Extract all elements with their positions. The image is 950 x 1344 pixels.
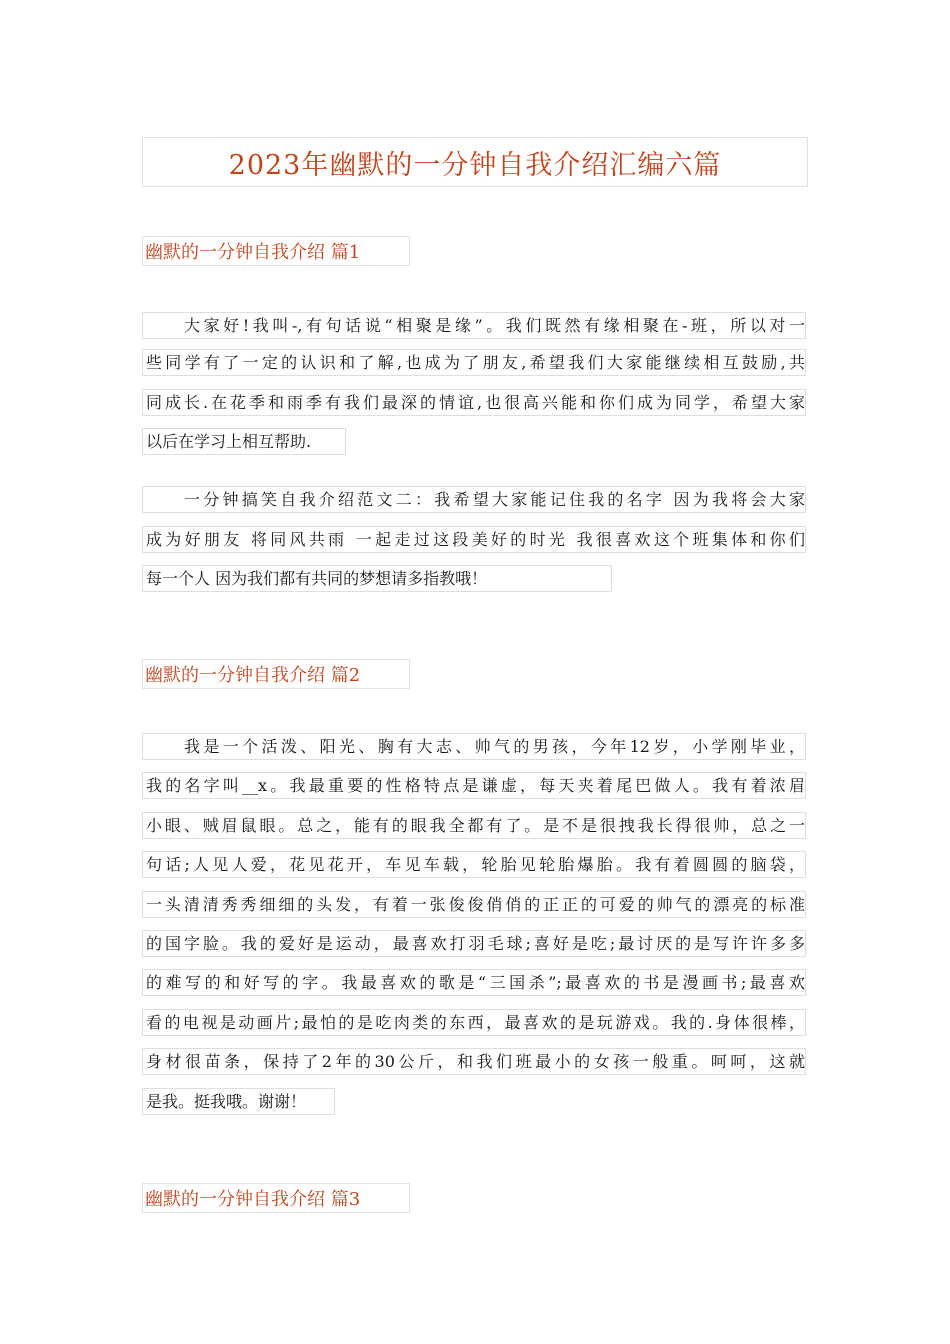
document-title-box	[142, 137, 808, 187]
text-line: 成为好朋友 将同风共雨 一起走过这段美好的时光 我很喜欢这个班集体和你们	[142, 526, 806, 553]
text-line: 的难写的和好写的字。我最喜欢的歌是“三国杀”;最喜欢的书是漫画书;最喜欢	[142, 969, 806, 996]
text-line: 看的电视是动画片;最怕的是吃肉类的东西，最喜欢的是玩游戏。我的.身体很棒，	[142, 1009, 806, 1036]
text-line: 些同学有了一定的认识和了解,也成为了朋友,希望我们大家能继续相互鼓励,共	[142, 349, 806, 376]
text-line: 一头清清秀秀细细的头发，有着一张俊俊俏俏的正正的可爱的帅气的漂亮的标准	[142, 891, 806, 918]
text-line: 以后在学习上相互帮助.	[142, 428, 346, 455]
text-line: 身材很苗条，保持了2年的30公斤，和我们班最小的女孩一般重。呵呵，这就	[142, 1048, 806, 1075]
text-line: 小眼、贼眉鼠眼。总之，能有的眼我全都有了。是不是很拽我长得很帅，总之一	[142, 812, 806, 839]
section-heading-text: 幽默的一分钟自我介绍 篇3	[145, 1189, 361, 1210]
text-line: 同成长.在花季和雨季有我们最深的情谊,也很高兴能和你们成为同学，希望大家	[142, 389, 806, 416]
section-heading-text: 幽默的一分钟自我介绍 篇2	[145, 665, 361, 686]
text-line: 每一个人 因为我们都有共同的梦想请多指教哦！	[142, 565, 612, 592]
text-line: 句话;人见人爱，花见花开，车见车载，轮胎见轮胎爆胎。我有着圆圆的脑袋，	[142, 851, 806, 878]
document-title: 2023年幽默的一分钟自我介绍汇编六篇	[228, 149, 722, 181]
section-heading-3	[142, 1183, 410, 1213]
text-line: 大家好!我叫-,有句话说“相聚是缘”。我们既然有缘相聚在-班，所以对一	[142, 312, 806, 339]
text-line: 我的名字叫__x。我最重要的性格特点是谦虚，每天夹着尾巴做人。我有着浓眉	[142, 772, 806, 799]
text-line: 是我。挺我哦。谢谢！	[142, 1088, 335, 1115]
text-line: 我是一个活泼、阳光、胸有大志、帅气的男孩，今年12岁，小学刚毕业，	[142, 733, 806, 760]
section-heading-text: 幽默的一分钟自我介绍 篇1	[145, 242, 361, 263]
section-heading-2	[142, 659, 410, 689]
section-heading-1	[142, 236, 410, 266]
text-line: 的国字脸。我的爱好是运动，最喜欢打羽毛球;喜好是吃;最讨厌的是写许许多多	[142, 930, 806, 957]
text-line: 一分钟搞笑自我介绍范文二：我希望大家能记住我的名字 因为我将会大家	[142, 486, 806, 513]
